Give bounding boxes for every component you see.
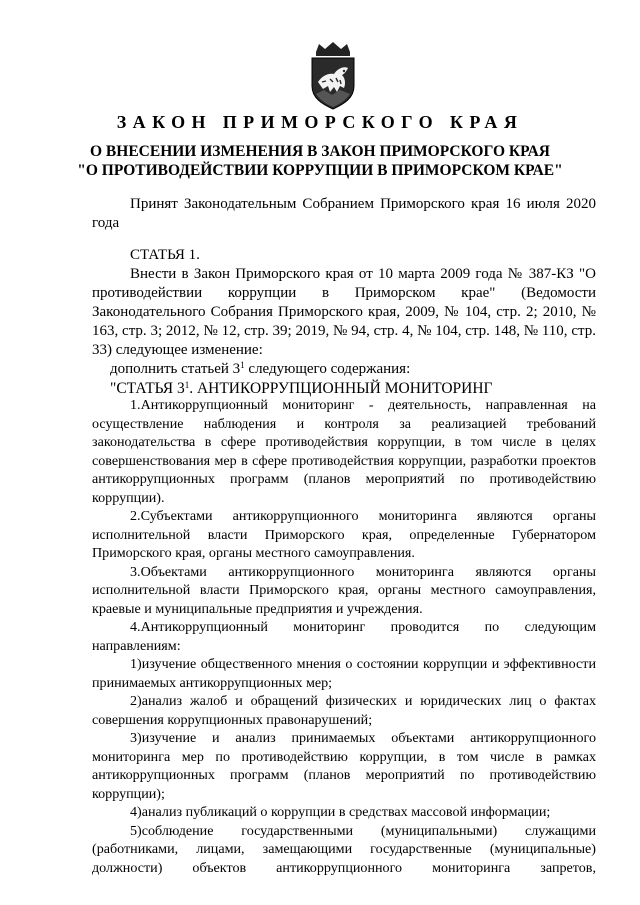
paragraph-3: 3.Объектами антикоррупционного мониторинга являются органы исполнительной власти Приморского края, органы местного самоуправления, краевые и муниципальные предприятия и учреждения. (92, 563, 596, 617)
paragraph-4: 4.Антикоррупционный мониторинг проводится по следующим направлениям: (92, 619, 596, 654)
supplement-prefix: дополнить статьей 3 (110, 361, 241, 377)
adoption-text: Принят Законодательным Собранием Приморского края 16 июля 2020 года (92, 196, 596, 231)
supplement-line (92, 360, 596, 379)
list-item-2: 2)анализ жалоб и обращений физических и юридических лиц о фактах совершения коррупционных правонарушений; (92, 693, 596, 728)
primorsky-krai-coat-of-arms-icon (304, 42, 362, 110)
law-title: ЗАКОН ПРИМОРСКОГО КРАЯ (116, 112, 524, 132)
new-article-superscript: 1 (184, 380, 190, 390)
list-item-1: 1)изучение общественного мнения о состоянии коррупции и эффективности принимаемых антикоррупционных мер; (92, 656, 596, 691)
supplement-superscript: 1 (240, 360, 245, 370)
law-subtitle-line2: "О ПРОТИВОДЕЙСТВИИ КОРРУПЦИИ В ПРИМОРСКОМ КРАЕ" (77, 162, 563, 179)
article-section (92, 246, 596, 398)
new-article-suffix: . АНТИКОРРУПЦИОННЫЙ МОНИТОРИНГ (189, 380, 493, 397)
article-heading: СТАТЬЯ 1. (130, 247, 200, 263)
article-body (92, 396, 596, 877)
paragraph-2: 2.Субъектами антикоррупционного мониторинга являются органы исполнительной власти Приморского края, определенные Губернатором Приморского края, органы местного самоуправления. (92, 508, 596, 561)
new-article-prefix: "СТАТЬЯ 3 (110, 380, 185, 397)
law-subtitle-line1: О ВНЕСЕНИИ ИЗМЕНЕНИЯ В ЗАКОН ПРИМОРСКОГО КРАЯ (90, 143, 550, 160)
adoption-note (92, 195, 596, 233)
article-intro: Внести в Закон Приморского края от 10 марта 2009 года № 387-КЗ "О противодействии коррупции в Приморском крае" (Ведомости Законодательного Собрания Приморского края, 2009, № 104, стр. 2; 2010, № 163, стр. 3; 2012, № 12, стр. 39; 2019, № 94, стр. 4, № 104, стр. 148, № 110, стр. 33) следующее изменение: (92, 266, 596, 358)
list-item-4: 4)анализ публикаций о коррупции в средствах массовой информации; (130, 804, 551, 820)
supplement-suffix: следующего содержания: (244, 361, 411, 377)
list-item-3: 3)изучение и анализ принимаемых объектами антикоррупционного мониторинга мер по противодействию коррупции, в том числе в рамках антикоррупционных программ (планов мероприятий по противодействию коррупции); (92, 730, 596, 802)
paragraph-1: 1.Антикоррупционный мониторинг - деятельность, направленная на осуществление наблюдения и контроля за реализацией требований законодательства в сфере противодействия коррупции, в том числе в целях совершенствования мер в сфере противодействия коррупции, разработки проектов антикоррупционных программ (планов мероприятий по противодействию коррупции). (92, 397, 596, 506)
list-item-5: 5)соблюдение государственными (муниципальными) служащими (работниками, лицами, замещающими государственные (муниципальные) должности) объектов антикоррупционного мониторинга запретов, (92, 822, 596, 876)
